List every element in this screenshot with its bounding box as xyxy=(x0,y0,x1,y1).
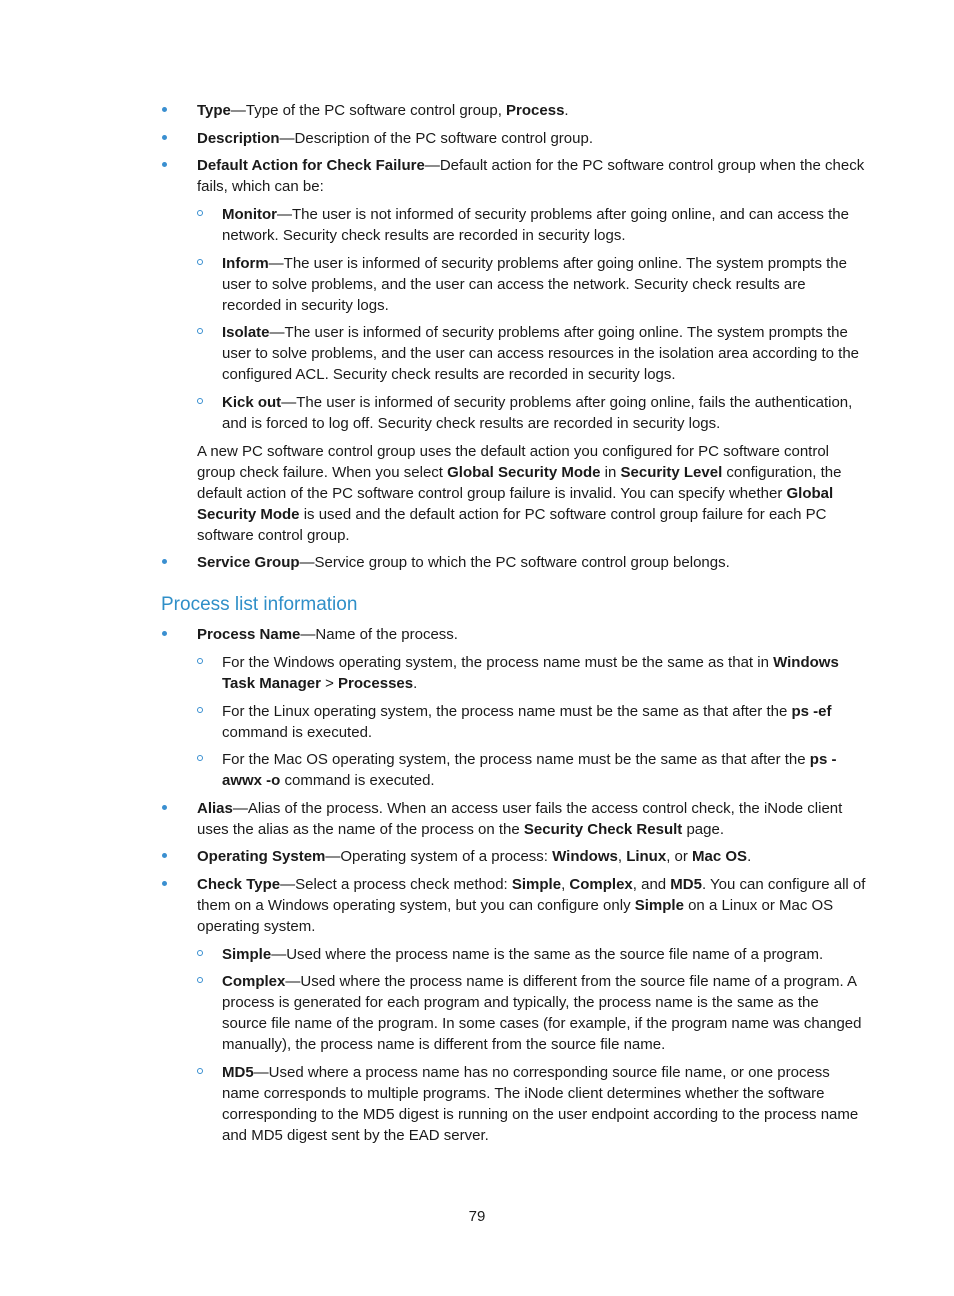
circle-bullet-icon xyxy=(197,328,203,334)
bullet-icon xyxy=(162,162,167,167)
bullet-icon xyxy=(162,631,167,636)
circle-bullet-icon xyxy=(197,398,203,404)
sub-item-monitor: Monitor—The user is not informed of security problems after going online, and can access the network. Security check results are recorded in security logs. xyxy=(222,204,867,246)
sub-item-simple: Simple—Used where the process name is the same as the source file name of a program. xyxy=(222,944,867,965)
list-item-process-name: Process Name—Name of the process. xyxy=(197,624,867,645)
sub-item-complex: Complex—Used where the process name is different from the source file name of a program. A process is generated for each program and typically, the process name is the same as the source file name of the program. In some cases (for example, if the program name was changed manually), the process name is different from the source file name. xyxy=(222,971,867,1055)
page-number: 79 xyxy=(468,1208,486,1225)
sub-item-isolate: Isolate—The user is informed of security problems after going online. The system prompts the user to solve problems, and the user can access resources in the isolation area according to the configured ACL. Security check results are recorded in security logs. xyxy=(222,322,867,385)
list-item-service-group: Service Group—Service group to which the PC software control group belongs. xyxy=(197,552,867,573)
list-item-check-type: Check Type—Select a process check method: Simple, Complex, and MD5. You can configure all of them on a Windows operating system, but you can configure only Simple on a Linux or Mac OS operating system. xyxy=(197,874,867,937)
circle-bullet-icon xyxy=(197,707,203,713)
paragraph-new-group: A new PC software control group uses the default action you configured for PC software control group check failure. When you select Global Security Mode in Security Level configuration, the default action of the PC software control group failure is invalid. You can specify whether Global Security Mode is used and the default action for PC software control group failure for each PC software control group. xyxy=(197,443,842,544)
sub-item-linux: For the Linux operating system, the process name must be the same as that after the ps -ef command is executed. xyxy=(222,701,867,743)
sub-item-inform: Inform—The user is informed of security problems after going online. The system prompts the user to solve problems, and the user can access the network. Security check results are recorded in security logs. xyxy=(222,253,867,316)
circle-bullet-icon xyxy=(197,1068,203,1074)
bullet-icon xyxy=(162,135,167,140)
circle-bullet-icon xyxy=(197,950,203,956)
bullet-icon xyxy=(162,559,167,564)
sub-item-mac: For the Mac OS operating system, the process name must be the same as that after the ps -awwx -o command is executed. xyxy=(222,749,867,791)
circle-bullet-icon xyxy=(197,977,203,983)
circle-bullet-icon xyxy=(197,210,203,216)
list-item-operating-system: Operating System—Operating system of a process: Windows, Linux, or Mac OS. xyxy=(197,846,867,867)
circle-bullet-icon xyxy=(197,658,203,664)
section-heading: Process list information xyxy=(161,594,358,615)
list-item-alias: Alias—Alias of the process. When an access user fails the access control check, the iNode client uses the alias as the name of the process on the Security Check Result page. xyxy=(197,798,867,840)
bullet-icon xyxy=(162,881,167,886)
list-item-default-action: Default Action for Check Failure—Default action for the PC software control group when the check fails, which can be: xyxy=(197,155,867,197)
bullet-icon xyxy=(162,107,167,112)
sub-item-md5: MD5—Used where a process name has no corresponding source file name, or one process name corresponds to multiple programs. The iNode client determines whether the software corresponding to the MD5 digest is running on the user endpoint according to the process name and MD5 digest sent by the EAD server. xyxy=(222,1062,867,1146)
sub-item-windows: For the Windows operating system, the process name must be the same as that in Windows Task Manager > Processes. xyxy=(222,652,867,694)
circle-bullet-icon xyxy=(197,755,203,761)
list-item-description: Description—Description of the PC software control group. xyxy=(197,128,867,149)
sub-item-kick-out: Kick out—The user is informed of security problems after going online, fails the authentication, and is forced to log off. Security check results are recorded in security logs. xyxy=(222,392,867,434)
list-item-type: Type—Type of the PC software control group, Process. xyxy=(197,100,867,121)
bullet-icon xyxy=(162,853,167,858)
circle-bullet-icon xyxy=(197,259,203,265)
bullet-icon xyxy=(162,805,167,810)
